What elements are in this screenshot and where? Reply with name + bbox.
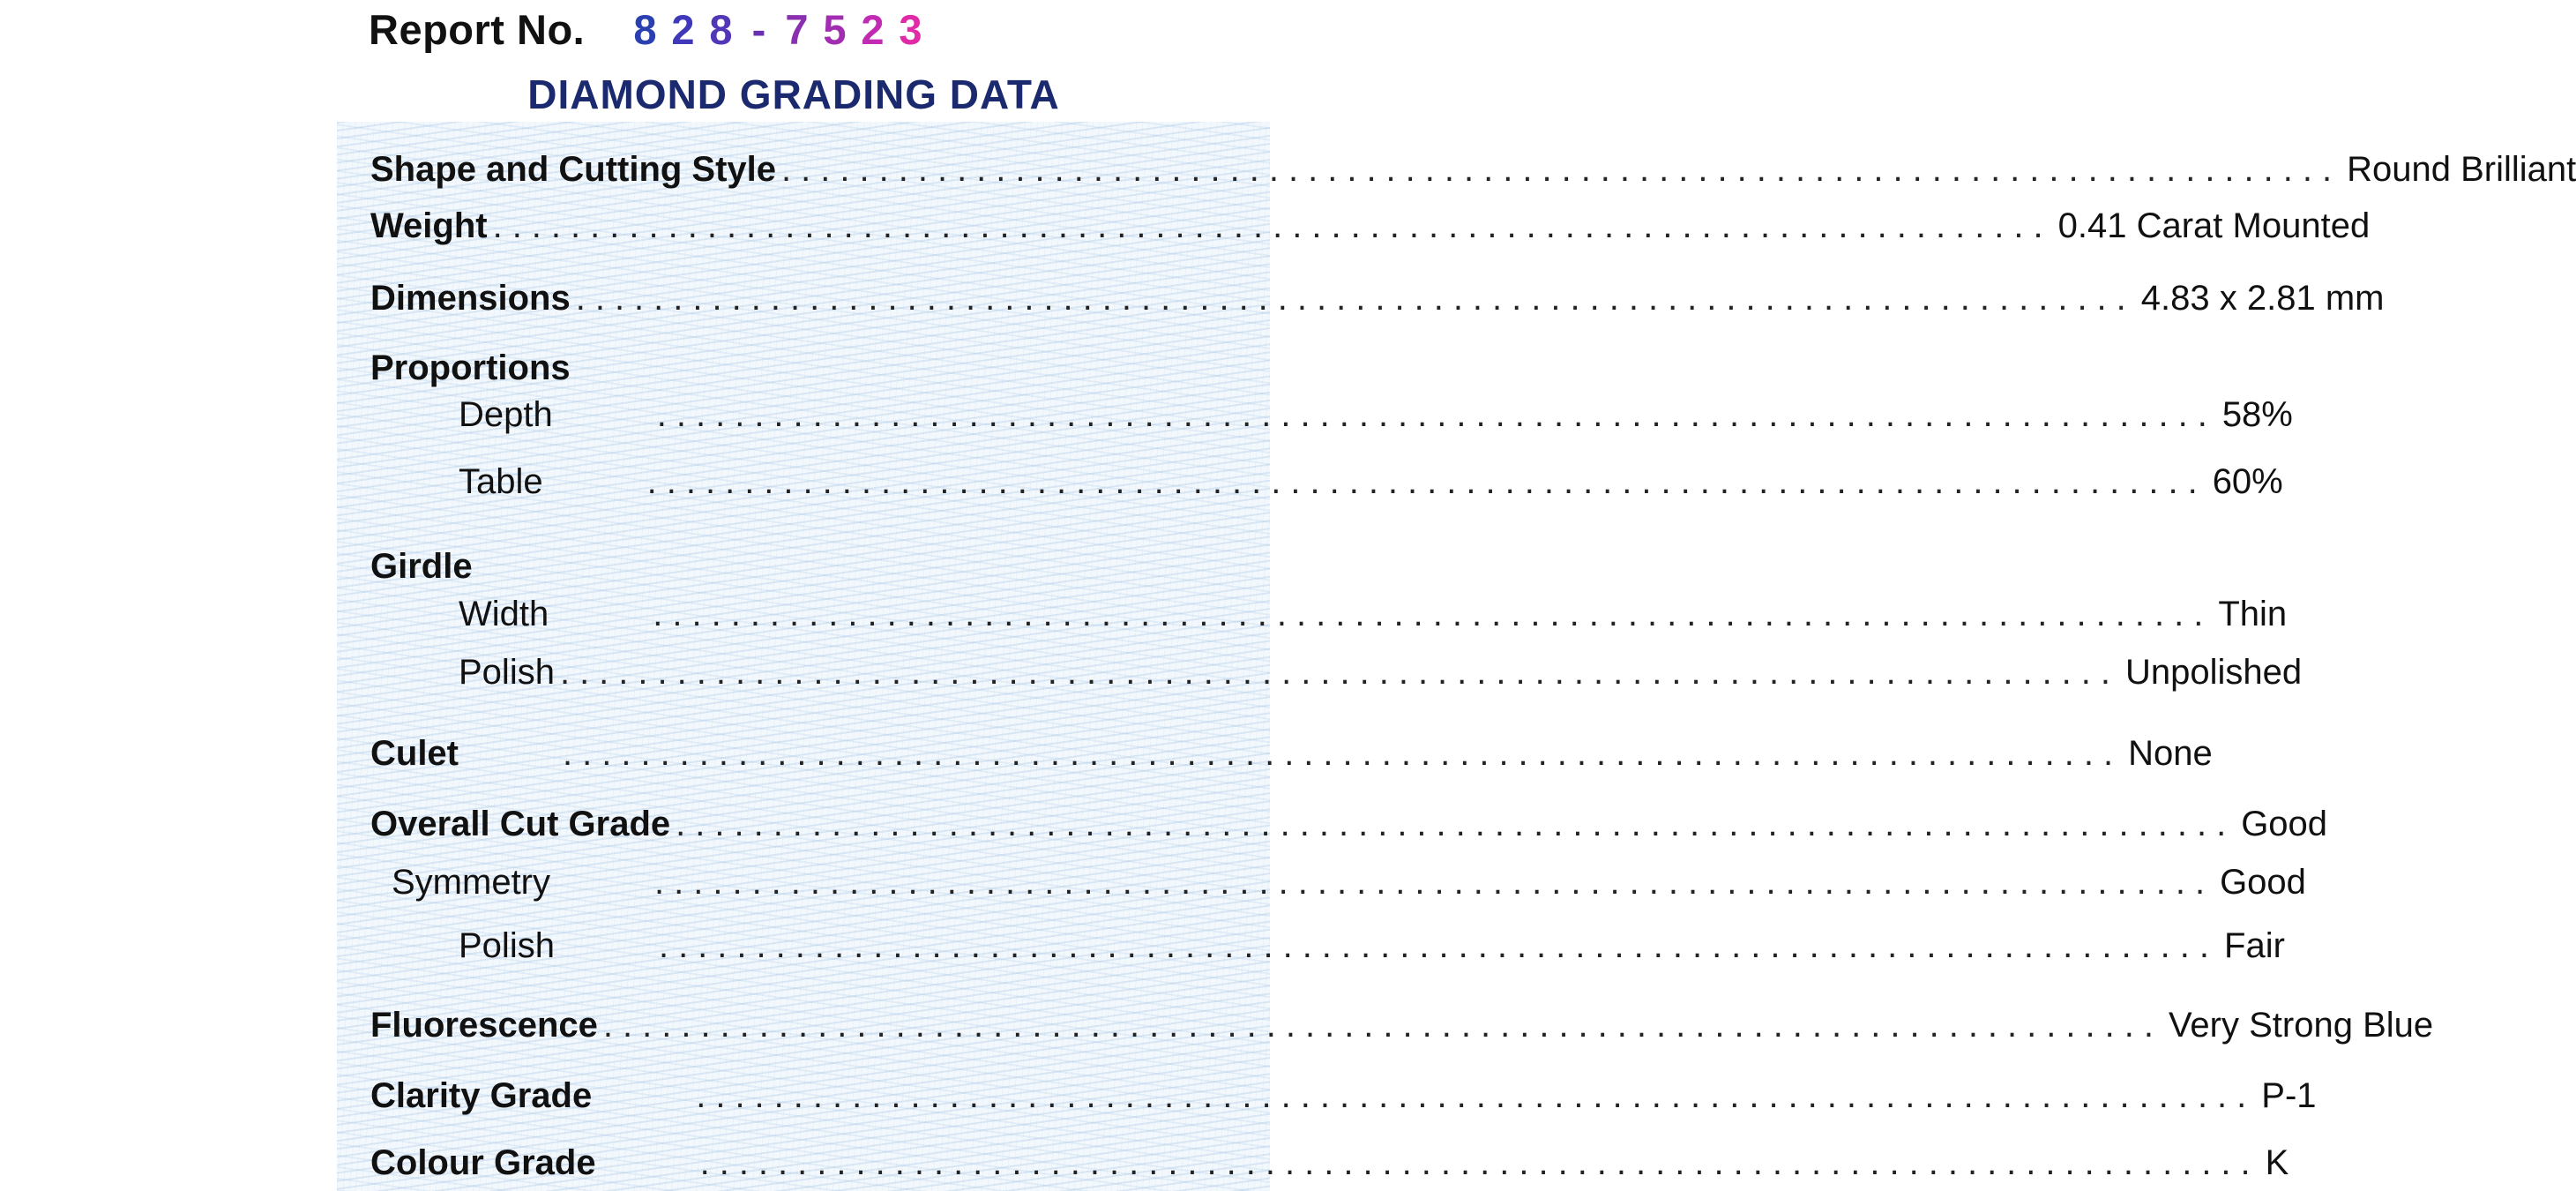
- dot-leader: ................................................................................: [563, 734, 2124, 773]
- report-number-char: 8: [709, 6, 733, 53]
- grading-row-polish: [370, 925, 2285, 967]
- dot-leader: ................................................................................: [575, 279, 2136, 318]
- row-label: Polish: [459, 653, 555, 692]
- row-label: Table: [459, 462, 543, 501]
- row-label: Clarity Grade: [370, 1076, 593, 1115]
- row-label: Culet: [370, 734, 459, 773]
- row-value: 0.41 Carat Mounted: [2057, 206, 2371, 245]
- grading-row-girdle-width: [370, 593, 2288, 635]
- row-label: Overall Cut Grade: [370, 805, 671, 843]
- grading-row-weight: [370, 205, 2371, 247]
- report-number-char: 2: [861, 6, 885, 53]
- report-number-char: -: [751, 6, 766, 53]
- row-value: 4.83 x 2.81 mm: [2140, 279, 2385, 318]
- row-label: Shape and Cutting Style: [370, 150, 777, 189]
- dot-leader: ................................................................................: [559, 653, 2121, 692]
- dot-leader: ................................................................................: [781, 150, 2342, 189]
- report-number: [626, 5, 930, 54]
- grading-row-dimensions: [370, 277, 2385, 319]
- row-label: Width: [459, 595, 549, 633]
- grading-row-culet: [370, 732, 2213, 775]
- dot-leader: ................................................................................: [676, 805, 2236, 843]
- row-value: Good: [2241, 805, 2328, 843]
- row-value: Round Brilliant: [2347, 150, 2576, 189]
- grading-row-overall-cut: [370, 803, 2328, 845]
- row-value: 58%: [2221, 395, 2293, 434]
- grading-row-fluorescence: [370, 1004, 2434, 1046]
- grading-row-clarity: [370, 1075, 2317, 1117]
- dot-leader: ................................................................................: [653, 595, 2214, 633]
- row-value: Thin: [2218, 595, 2288, 633]
- dot-leader: ................................................................................: [602, 1006, 2163, 1045]
- row-value: Good: [2220, 863, 2306, 902]
- grading-row-depth: [370, 393, 2293, 436]
- report-number-char: 7: [785, 6, 809, 53]
- row-value: K: [2265, 1143, 2289, 1182]
- dot-leader: ................................................................................: [696, 1076, 2257, 1115]
- row-label: Fluorescence: [370, 1006, 598, 1045]
- section-title: DIAMOND GRADING DATA: [527, 71, 1060, 117]
- proportions-heading: Proportions: [370, 348, 571, 387]
- girdle-heading: Girdle: [370, 547, 473, 586]
- report-number-char: 8: [633, 6, 657, 53]
- row-value: 60%: [2212, 462, 2283, 501]
- dot-leader: ................................................................................: [656, 395, 2217, 434]
- row-value: Unpolished: [2125, 653, 2303, 692]
- row-label: Dimensions: [370, 279, 571, 318]
- grading-row-symmetry: [370, 861, 2306, 903]
- row-value: Fair: [2224, 926, 2285, 965]
- row-label: Symmetry: [392, 863, 550, 902]
- report-number-char: 5: [823, 6, 847, 53]
- row-label: Depth: [459, 395, 553, 434]
- row-label: Colour Grade: [370, 1143, 596, 1182]
- report-number-char: 2: [671, 6, 695, 53]
- grading-row-colour: [370, 1142, 2289, 1184]
- grading-row-girdle-polish: [370, 651, 2303, 693]
- dot-leader: ................................................................................: [492, 206, 2053, 245]
- grading-row-table: [370, 461, 2283, 503]
- row-value: None: [2128, 734, 2213, 773]
- row-value: Very Strong Blue: [2168, 1006, 2434, 1045]
- report-number-char: 3: [899, 6, 922, 53]
- dot-leader: ................................................................................: [658, 926, 2220, 965]
- dot-leader: ................................................................................: [654, 863, 2215, 902]
- dot-leader: ................................................................................: [646, 462, 2207, 501]
- row-label: Weight: [370, 206, 488, 245]
- row-value: P-1: [2261, 1076, 2317, 1115]
- report-number-label: Report No.: [369, 6, 586, 53]
- row-label: Polish: [459, 926, 555, 965]
- dot-leader: ................................................................................: [699, 1143, 2260, 1182]
- grading-row-shape: [370, 148, 2576, 191]
